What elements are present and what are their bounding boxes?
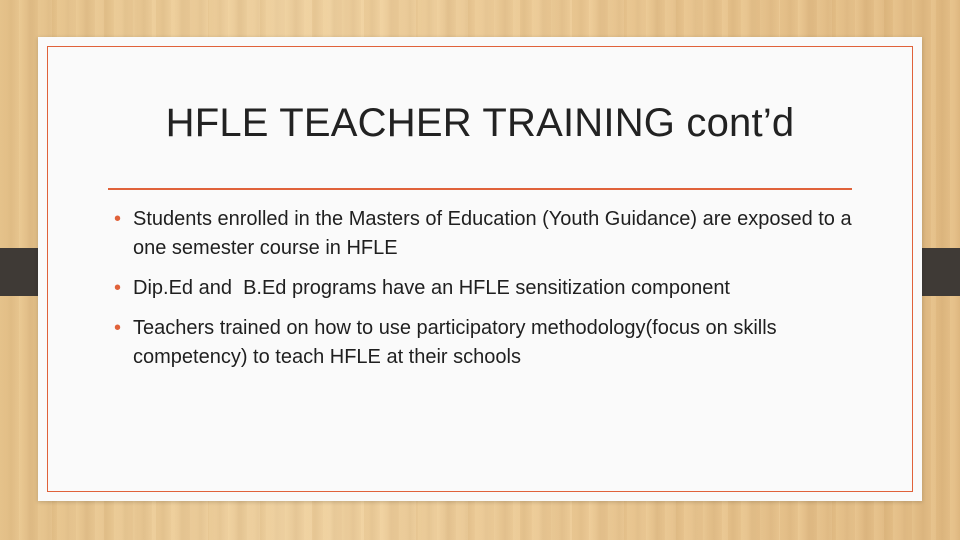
title-divider [108,188,852,190]
bullet-marker: • [114,208,122,230]
slide-card [38,37,922,501]
bullet-item [114,314,873,372]
bullet-text: Teachers trained on how to use participatory methodology(focus on skills competency) to teach HFLE at their schools [133,317,777,368]
bullet-item [114,205,873,263]
slide-title: HFLE TEACHER TRAINING cont’d [165,101,795,145]
bullet-marker: • [114,317,122,339]
bullet-marker: • [114,277,122,299]
bullet-item [114,274,873,303]
bullet-text: Dip.Ed and B.Ed programs have an HFLE sensitization component [133,277,730,299]
bullet-list [114,205,873,383]
bullet-text: Students enrolled in the Masters of Education (Youth Guidance) are exposed to a one semester course in HFLE [133,208,852,259]
